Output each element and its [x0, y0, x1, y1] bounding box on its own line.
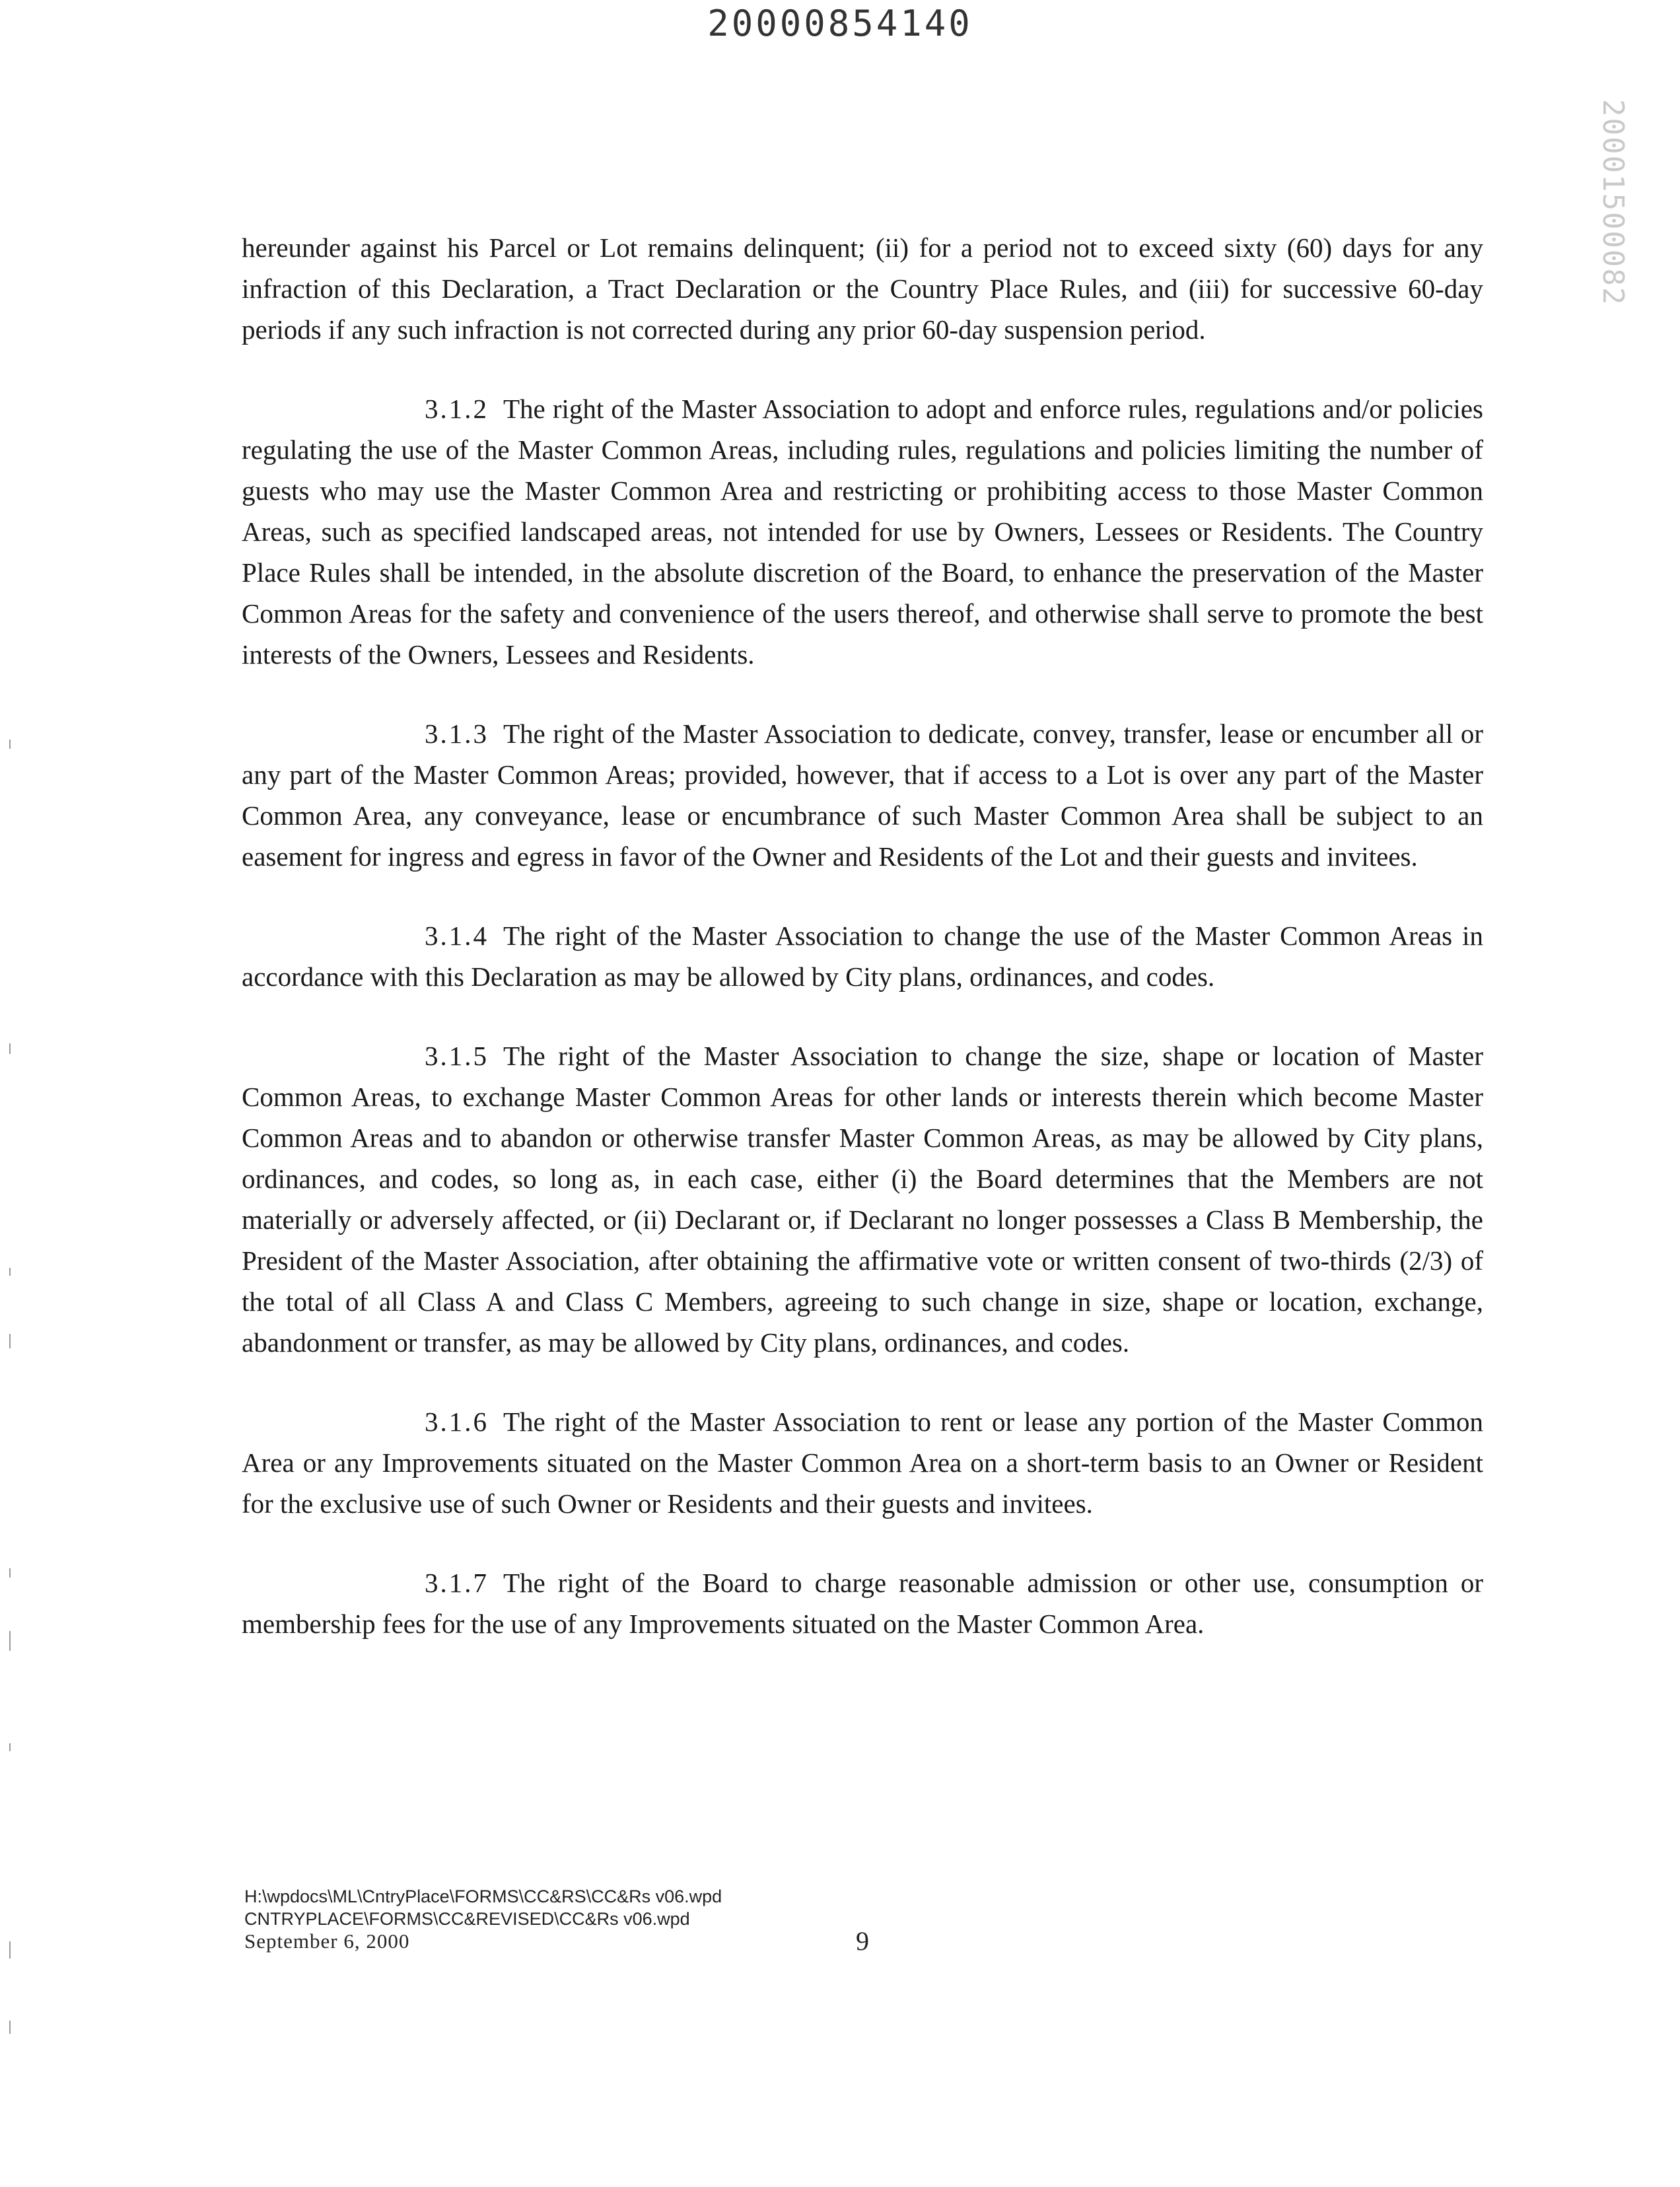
section-text: The right of the Master Association to adopt and enforce rules, regulations and/or policies regulating the use of the Master Common Areas, including rules, regulations and policies limiting the number of guests who may use the Master Common Area and restricting or prohibiting access to those Master Common Areas, such as specified landscaped areas, not intended for use by Owners, Lessees or Residents. The Country Place Rules shall be intended, in the absolute discretion of the Board, to enhance the preservation of the Master Common Areas for the safety and convenience of the users thereof, and otherwise shall serve to promote the best interests of the Owners, Lessees and Residents.: [242, 394, 1483, 670]
section-3-1-6: [242, 1401, 1483, 1524]
section-number: 3.1.2: [425, 394, 489, 424]
document-body: [242, 227, 1483, 1683]
page-number: 9: [856, 1926, 869, 1956]
section-3-1-7: [242, 1562, 1483, 1644]
section-text: The right of the Master Association to change the size, shape or location of Master Common Areas, to exchange Master Common Areas for other lands or interests therein which become Master Common Areas and to abandon or otherwise transfer Master Common Areas, as may be allowed by City plans, ordinances, and codes, so long as, in each case, either (i) the Board determines that the Members are not materially or adversely affected, or (ii) Declarant or, if Declarant no longer possesses a Class B Membership, the President of the Master Association, after obtaining the affirmative vote or written consent of two-thirds (2/3) of the total of all Class A and Class C Members, agreeing to such change in size, shape or location, exchange, abandonment or transfer, as may be allowed by City plans, ordinances, and codes.: [242, 1041, 1483, 1358]
section-3-1-5: [242, 1035, 1483, 1363]
document-number: 20000854140: [707, 3, 973, 44]
footer-file-path-revised: CNTRYPLACE\FORMS\CC&REVISED\CC&Rs v06.wpd: [244, 1909, 690, 1929]
footer-date: September 6, 2000: [244, 1929, 410, 1953]
section-text: The right of the Master Association to rent or lease any portion of the Master Common Area or any Improvements situated on the Master Common Area on a short-term basis to an Owner or Resident for the exclusive use of such Owner or Residents and their guests and invitees.: [242, 1406, 1483, 1519]
section-3-1-2: [242, 388, 1483, 675]
section-3-1-4: [242, 915, 1483, 997]
footer-file-path: H:\wpdocs\ML\CntryPlace\FORMS\CC&RS\CC&Rs v06.wpd: [244, 1887, 722, 1906]
section-3-1-3: [242, 713, 1483, 877]
side-stamp: [1598, 99, 1631, 310]
footer: [244, 1885, 722, 1953]
section-number: 3.1.6: [425, 1406, 489, 1437]
margin-scan-marks: [5, 0, 18, 2187]
section-number: 3.1.7: [425, 1568, 489, 1598]
intro-paragraph: hereunder against his Parcel or Lot remains delinquent; (ii) for a period not to exceed sixty (60) days for any infraction of this Declaration, a Tract Declaration or the Country Place Rules, and (iii) for successive 60-day periods if any such infraction is not corrected during any prior 60-day suspension period.: [242, 232, 1483, 345]
section-number: 3.1.5: [425, 1041, 489, 1071]
section-number: 3.1.3: [425, 718, 489, 749]
section-text: The right of the Board to charge reasonable admission or other use, consumption or membership fees for the use of any Improvements situated on the Master Common Area.: [242, 1568, 1483, 1639]
section-number: 3.1.4: [425, 920, 489, 951]
section-text: The right of the Master Association to change the use of the Master Common Areas in accordance with this Declaration as may be allowed by City plans, ordinances, and codes.: [242, 920, 1483, 992]
side-stamp-text: 20001500082: [1596, 99, 1630, 306]
section-text: The right of the Master Association to dedicate, convey, transfer, lease or encumber all or any part of the Master Common Areas; provided, however, that if access to a Lot is over any part of the Master Common Area, any conveyance, lease or encumbrance of such Master Common Area shall be subject to an easement for ingress and egress in favor of the Owner and Residents of the Lot and their guests and invitees.: [242, 718, 1483, 872]
